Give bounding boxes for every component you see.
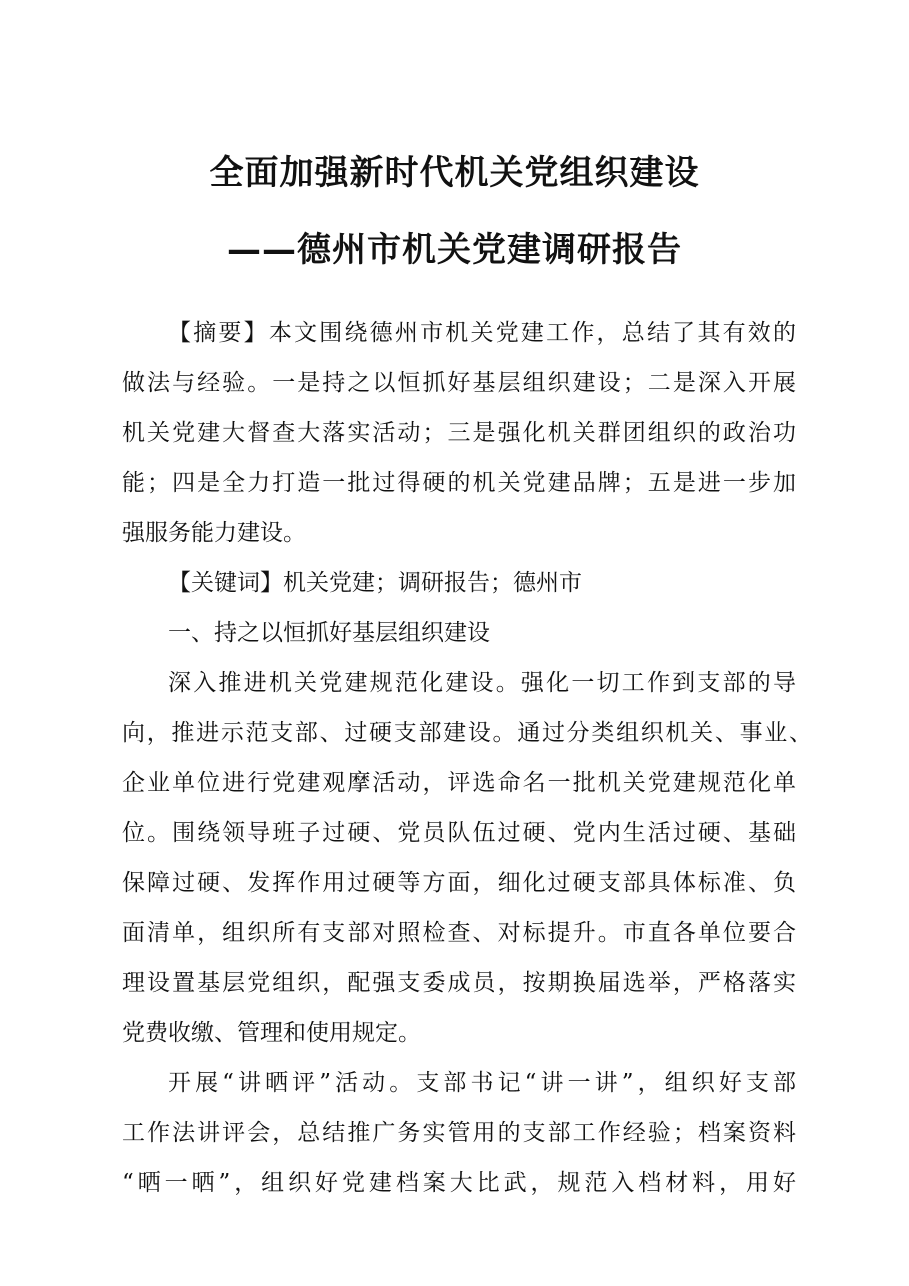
abstract-line: 【摘要】本文围绕德州市机关党建工作，总结了其有效的 — [168, 320, 796, 346]
paragraph-line: 企业单位进行党建观摩活动，评选命名一批机关党建规范化单 — [122, 770, 796, 796]
paragraph-line: 面清单，组织所有支部对照检查、对标提升。市直各单位要合 — [122, 920, 796, 946]
document-subtitle: ——德州市机关党建调研报告 — [227, 230, 682, 270]
paragraph-line: 开展“讲晒评”活动。支部书记“讲一讲”，组织好支部 — [168, 1070, 796, 1096]
section-heading: 一、持之以恒抓好基层组织建设 — [168, 620, 490, 646]
paragraph-line: 位。围绕领导班子过硬、党员队伍过硬、党内生活过硬、基础 — [122, 820, 796, 846]
paragraph-line: 理设置基层党组织，配强支委成员，按期换届选举，严格落实 — [122, 970, 796, 996]
paragraph-line: 向，推进示范支部、过硬支部建设。通过分类组织机关、事业、 — [122, 720, 812, 746]
paragraph-line: “晒一晒”，组织好党建档案大比武，规范入档材料，用好 — [122, 1170, 796, 1196]
abstract-line: 机关党建大督查大落实活动；三是强化机关群团组织的政治功 — [122, 420, 796, 446]
abstract-line: 做法与经验。一是持之以恒抓好基层组织建设；二是深入开展 — [122, 370, 796, 396]
paragraph-line: 深入推进机关党建规范化建设。强化一切工作到支部的导 — [168, 670, 796, 696]
paragraph-line: 工作法讲评会，总结推广务实管用的支部工作经验；档案资料 — [122, 1120, 796, 1146]
paragraph-line: 党费收缴、管理和使用规定。 — [122, 1020, 421, 1046]
keywords-line: 【关键词】机关党建；调研报告；德州市 — [168, 570, 582, 596]
document-title: 全面加强新时代机关党组织建设 — [209, 153, 700, 193]
paragraph-line: 保障过硬、发挥作用过硬等方面，细化过硬支部具体标准、负 — [122, 870, 796, 896]
abstract-line: 强服务能力建设。 — [122, 520, 306, 546]
abstract-line: 能；四是全力打造一批过得硬的机关党建品牌；五是进一步加 — [122, 470, 796, 496]
